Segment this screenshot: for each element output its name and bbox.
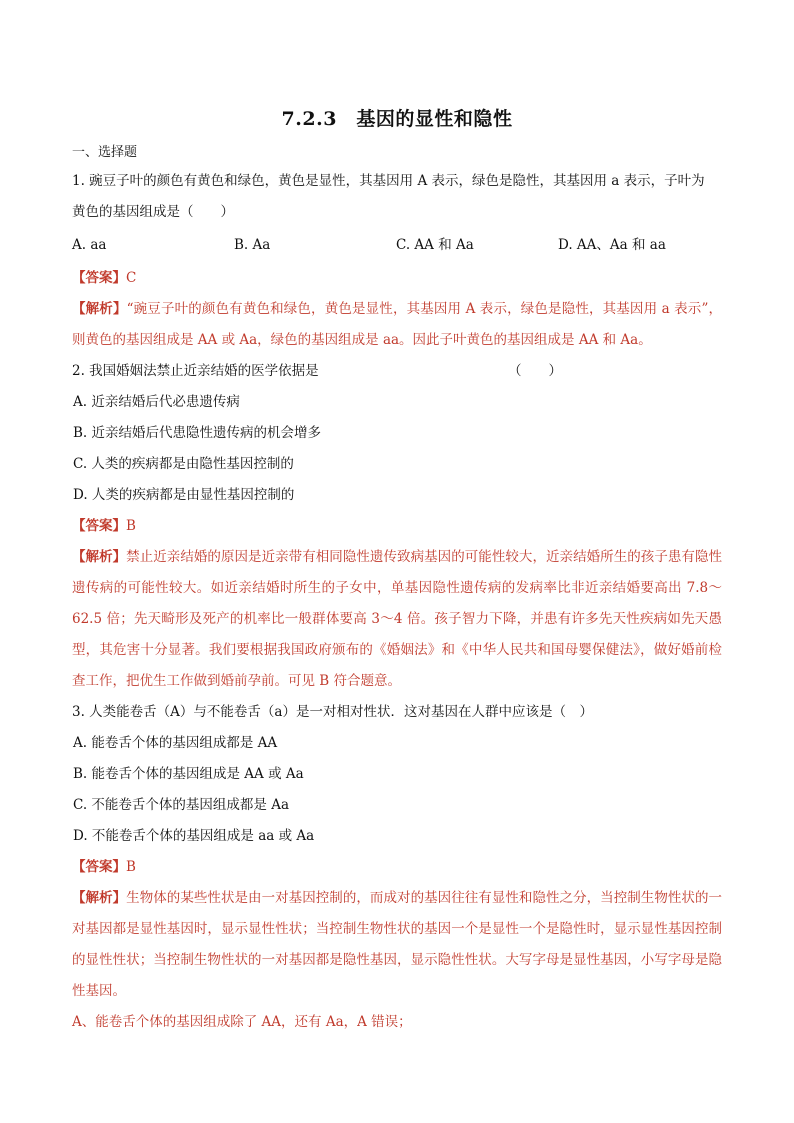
question-1-option-a: A. aa <box>72 237 107 253</box>
question-2-option-d: D. 人类的疾病都是由显性基因控制的 <box>73 487 295 503</box>
question-1-answer <box>72 263 722 294</box>
answer-tag: 【答案】 <box>72 859 126 875</box>
question-2-stem-row <box>72 356 562 387</box>
question-3-explanation <box>72 883 722 1007</box>
question-3 <box>72 697 722 1038</box>
explanation-text: 禁止近亲结婚的原因是近亲带有相同隐性遗传致病基因的可能性较大，近亲结婚所生的孩子患有隐性遗传病的可能性较大。如近亲结婚时所生的子女中，单基因隐性遗传病的发病率比非近亲结婚要高出 7.8～62.5 倍；先天畸形及死产的机率比一般群体要高 3～4 倍。孩子智力下降，并患有许多先天性疾病如先天愚型，其危害十分显著。我们要根据我国政府颁布的《婚姻法》和《中华人民共和国母婴保健法》，做好婚前检查工作，把优生工作做到婚前孕前。可见 B 符合题意。 <box>72 549 723 689</box>
question-2 <box>72 356 722 697</box>
answer-tag: 【答案】 <box>72 270 126 286</box>
question-1 <box>72 166 722 356</box>
section-heading: 一、选择题 <box>72 145 138 160</box>
question-1-stem-line1: 1. 豌豆子叶的颜色有黄色和绿色，黄色是显性，其基因用 A 表示，绿色是隐性，其基因用 a 表示，子叶为 <box>72 173 705 189</box>
answer-value: B <box>126 518 136 534</box>
question-2-option-a: A. 近亲结婚后代必患遗传病 <box>73 394 240 410</box>
answer-blank: （ ） <box>508 363 562 379</box>
question-1-options <box>72 230 722 261</box>
question-3-stem: 3. 人类能卷舌（A）与不能卷舌（a）是一对相对性状．这对基因在人群中应该是（ ） <box>72 704 593 720</box>
explanation-text: 生物体的某些性状是由一对基因控制的，而成对的基因往往有显性和隐性之分，当控制生物性状的一对基因都是显性基因时，显示显性性状；当控制生物性状的基因一个是显性一个是隐性时，显示显性基因控制的显性性状；当控制生物性状的一对基因都是隐性基因，显示隐性性状。大写字母是显性基因，小写字母是隐性基因。 <box>72 890 723 999</box>
question-1-option-d: D. AA、Aa 和 aa <box>558 237 666 253</box>
question-3-option-a: A. 能卷舌个体的基因组成都是 AA <box>73 735 278 751</box>
answer-tag: 【答案】 <box>72 518 126 534</box>
question-3-option-c: C. 不能卷舌个体的基因组成都是 Aa <box>73 797 290 813</box>
question-2-option-c: C. 人类的疾病都是由隐性基因控制的 <box>73 456 294 472</box>
question-2-explanation <box>72 542 722 697</box>
explanation-text: “豌豆子叶的颜色有黄色和绿色，黄色是显性，其基因用 A 表示，绿色是隐性，其基因用 a 表示”，则黄色的基因组成是 AA 或 Aa，绿色的基因组成是 aa。因此子叶黄色的基因组成是 AA 和 Aa。 <box>72 301 723 348</box>
explanation-tag: 【解析】 <box>72 549 127 565</box>
question-2-option-b: B. 近亲结婚后代患隐性遗传病的机会增多 <box>73 425 322 441</box>
page-title: 7.2.3 基因的显性和隐性 <box>281 108 513 130</box>
explanation-tag: 【解析】 <box>72 301 127 317</box>
question-2-answer <box>72 511 722 542</box>
answer-value: B <box>126 859 136 875</box>
answer-value: C <box>126 270 137 286</box>
document-page <box>72 104 722 1038</box>
question-2-stem: 2. 我国婚姻法禁止近亲结婚的医学依据是 <box>72 363 319 379</box>
explanation-tag: 【解析】 <box>72 890 127 906</box>
question-1-option-c: C. AA 和 Aa <box>396 237 474 253</box>
question-1-explanation <box>72 294 722 356</box>
question-1-option-b: B. Aa <box>234 237 271 253</box>
question-1-stem-line2: 黄色的基因组成是（ ） <box>72 204 234 220</box>
question-3-option-b: B. 能卷舌个体的基因组成是 AA 或 Aa <box>73 766 304 782</box>
question-3-answer <box>72 852 722 883</box>
question-3-option-d: D. 不能卷舌个体的基因组成是 aa 或 Aa <box>73 828 315 844</box>
question-3-explanation-note: A、能卷舌个体的基因组成除了 AA，还有 Aa，A 错误； <box>72 1014 412 1030</box>
